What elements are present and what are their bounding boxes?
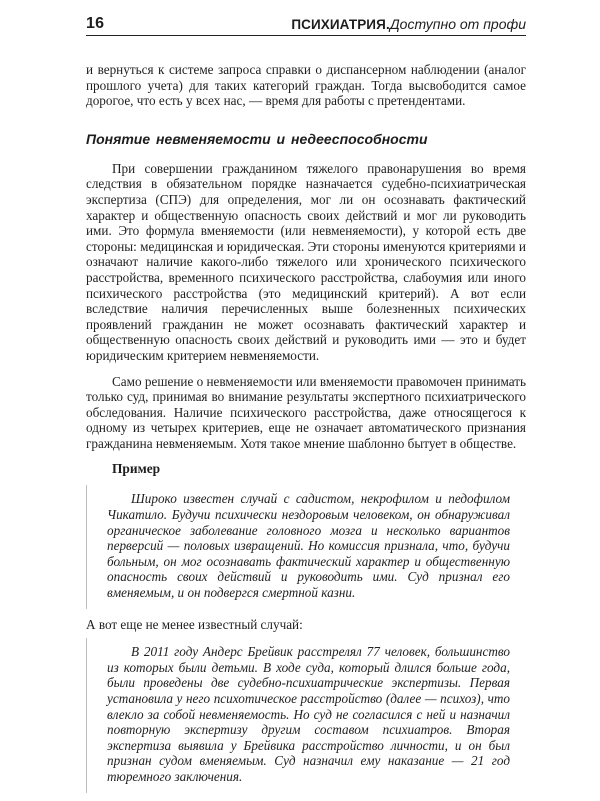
page-body: [86, 62, 526, 801]
section-heading: Понятие невменяемости и недееспособности: [86, 130, 428, 147]
example-text-breivik: В 2011 году Андерс Брейвик расстрелял 77 человек, большинство из которых были детьми. В ходе суда, который длился больше года, были проведены две судебно-психиатрические экспертизы. Первая установила у него психотическое расстройство (далее — психоз), что влекло за собой невменяемость. Но суд не согласился с ней и назначил повторную экспертизу другим составом психиатров. Вторая экспертиза выявила у Брейвика расстройство личности, и он был признан судом вменяемым. Суд назначил ему наказание — 21 год тюремного заключения.: [107, 644, 510, 784]
running-title: [291, 16, 526, 32]
title-separator: .: [385, 16, 390, 32]
page-number: 16: [86, 15, 105, 32]
paragraph-sanity-definition: При совершении гражданином тяжелого правонарушения во время следствия в обязательном порядке назначается судебно-психиатрическая экспертиза (СПЭ) для определения, мог ли он осознавать фактический характер и общественную опасность своих действий и мог ли руководить ими. Это формула вменяемости (или невменяемости), у которой есть две стороны: медицинская и юридическая. Эти стороны именуются критериями и означают наличие какого-либо тяжелого или хронического психического расстройства, временного психического расстройства, слабоумия или иного психического расстройства (это медицинский критерий). А вот если вследствие наличия перечисленных выше болезненных психических проявлений гражданин не может осознавать фактический характер и общественную опасность своих действий и руководить ими — это и будет юридическим критерием невменяемости.: [86, 160, 526, 363]
example-text-chikatilo: Широко известен случай с садистом, некрофилом и педофилом Чикатило. Будучи психически нездоровым человеком, он обнаруживал органическое заболевание головного мозга и несколько вариантов перверсий — половых извращений. Но комиссия признала, что, будучи больным, он мог осознавать фактический характер и общественную опасность своих действий и руководить ими. Суд признал его вменяемым, и он подвергся смертной казни.: [107, 491, 510, 601]
book-title: ПСИХИАТРИЯ: [291, 17, 386, 32]
book-subtitle: Доступно от профи: [389, 16, 526, 32]
example-block-chikatilo: [86, 485, 526, 608]
example-heading: Пример: [112, 461, 161, 477]
lead-in-text: А вот еще не менее известный случай:: [86, 616, 303, 632]
example-block-breivik: [86, 638, 526, 792]
page-header: [86, 15, 526, 36]
intro-paragraph: и вернуться к системе запроса справки о диспансерном наблюдении (аналог прошлого учета) для таких категорий граждан. Тогда высвободится самое дорогое, что есть у всех нас, — время для работы с претендентами.: [86, 62, 526, 109]
paragraph-court-decision: Само решение о невменяемости или вменяемости правомочен принимать только суд, принимая во внимание результаты экспертного психиатрического обследования. Наличие психического расстройства, даже относящегося к одному из четырех критериев, еще не означает автоматического признания гражданина невменяемым. Хотя такое мнение шаблонно бытует в обществе.: [86, 373, 527, 451]
